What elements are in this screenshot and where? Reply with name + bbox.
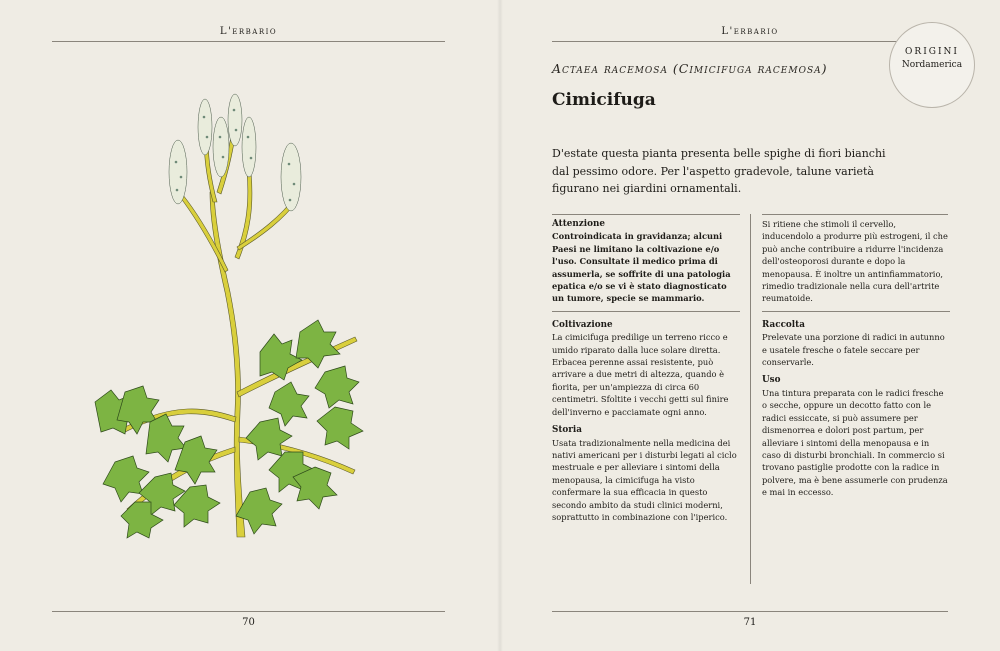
footer-rule-right	[552, 611, 948, 612]
column-rule-top-left	[552, 214, 740, 215]
origin-badge	[889, 22, 975, 108]
running-head-left: L'erbario	[219, 26, 278, 37]
history-text: Usata tradizionalmente nella medicina dei nativi americani per i disturbi legati al ciclo mestruale e per alleviare i sintomi della menopausa, la cimicifuga ha visto confermare la sua efficacia in questo secondo ambito da studi clinici moderni, soprattutto in combinazione con l'iperico.	[552, 437, 737, 522]
attention-heading: Attenzione	[552, 219, 605, 229]
history-continued-text: Si ritiene che stimoli il cervello, inducendolo a produrre più estrogeni, il che può anche contribuire a ridurre l'incidenza dell'osteoporosi durante e dopo la menopausa. È inoltre un antinfiammatorio, rimedio tradizionale nella cura dell'artrite reumatoide.	[762, 219, 948, 304]
running-head-right: L'erbario	[721, 26, 779, 37]
use-text: Una tintura preparata con le radici fresche o secche, oppure un decotto fatto con le radici essiccate, si può assumere per dismenorrea e dolori post partum, per alleviare i sintomi della menopausa e in caso di disturbi bronchiali. In commercio si trovano pastiglie prodotte con la radice in polvere, ma è bene assumerle con prudenza e mai in eccesso.	[762, 387, 948, 498]
cimicifuga-plant-illustration	[85, 92, 385, 542]
page-number-left: 70	[242, 617, 255, 628]
use-heading: Uso	[762, 375, 781, 386]
section-rule	[552, 311, 740, 312]
common-name-title: Cimicifuga	[552, 90, 656, 110]
section-rule	[762, 311, 950, 312]
column-rule-top-right	[762, 214, 948, 215]
text-column-right	[762, 218, 950, 499]
footer-rule-left	[52, 611, 445, 612]
harvest-heading: Raccolta	[762, 319, 805, 330]
text-column-left	[552, 218, 740, 523]
latin-name: Actaea racemosa (Cimicifuga racemosa)	[552, 61, 828, 76]
origin-value: Nordamerica	[901, 60, 963, 70]
history-heading: Storia	[552, 425, 582, 436]
origin-label: ORIGINI	[905, 47, 959, 57]
cultivation-heading: Coltivazione	[552, 319, 613, 330]
column-divider	[750, 214, 751, 584]
header-rule-left	[52, 41, 445, 42]
intro-paragraph: D'estate questa pianta presenta belle spighe di fiori bianchi dal pessimo odore. Per l'aspetto gradevole, talune varietà figurano nei giardini ornamentali.	[552, 147, 886, 195]
right-page	[500, 0, 1000, 651]
harvest-text: Prelevate una porzione di radici in autunno e usatele fresche o fatele seccare per conservarle.	[762, 332, 945, 368]
header-rule-right	[552, 41, 948, 42]
attention-text: Controindicata in gravidanza; alcuni Paesi ne limitano la coltivazione e/o l'uso. Consultate il medico prima di assumerla, se soffrite di una patologia epatica e/o se vi è stato diagnosticato un tumore, specie se mammario.	[552, 231, 731, 304]
page-number-right: 71	[743, 617, 757, 628]
cultivation-text: La cimicifuga predilige un terreno ricco e umido riparato dalla luce solare diretta. Erbacea perenne assai resistente, può arrivare a due metri di altezza, quando è fiorita, per un'ampiezza di circa 60 centimetri. Sfoltite i vecchi getti sul finire dell'inverno e pacciamate ogni anno.	[552, 332, 729, 417]
